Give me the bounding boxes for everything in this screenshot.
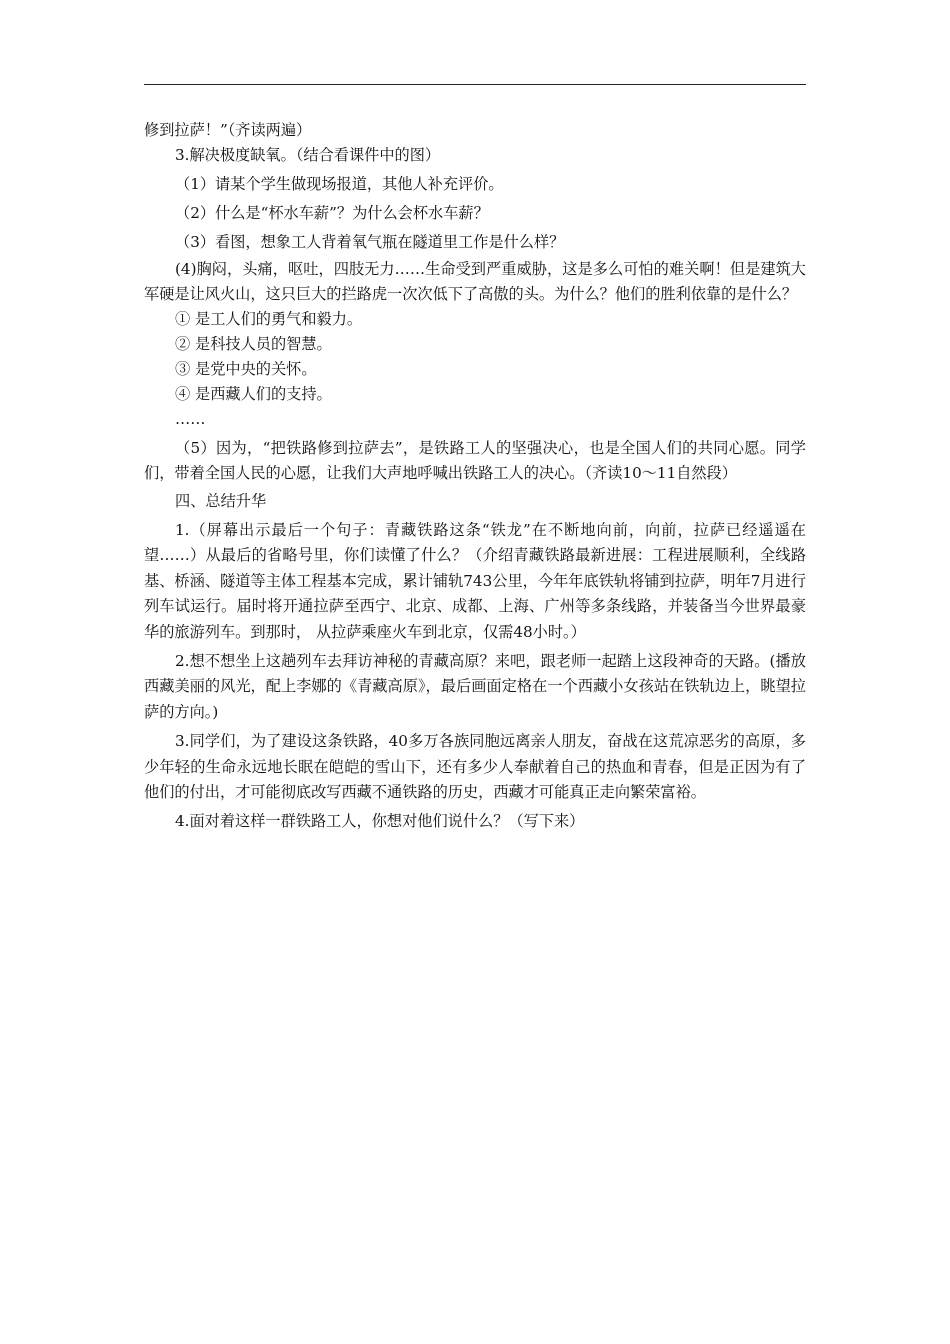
paragraph-step-3-heading: 3.解决极度缺氧。（结合看课件中的图） <box>175 146 441 164</box>
paragraph-summary-3: 3.同学们，为了建设这条铁路，40多万各族同胞远离亲人朋友，奋战在这荒凉恶劣的高原，多少年轻的生命永远地长眠在皑皑的雪山下，还有多少人奉献着自己的热血和青春，但是正因为有了他们的付出，才可能彻底改写西藏不通铁路的历史，西藏才可能真正走向繁荣富裕。 <box>144 732 806 802</box>
list-item-4: ④ 是西藏人们的支持。 <box>175 385 332 403</box>
list-item-2: ② 是科技人员的智慧。 <box>175 335 332 353</box>
list-ellipsis: …… <box>175 410 206 428</box>
paragraph-summary-4: 4.面对着这样一群铁路工人，你想对他们说什么？（写下来） <box>175 812 585 831</box>
paragraph-sub-1: （1）请某个学生做现场报道，其他人补充评价。 <box>175 175 504 193</box>
paragraph-continuation: 修到拉萨！”（齐读两遍） <box>144 121 312 139</box>
paragraph-sub-2: （2）什么是“杯水车薪”？为什么会杯水车薪？ <box>175 204 489 222</box>
paragraph-sub-4: (4)胸闷，头痛，呕吐，四肢无力……生命受到严重威胁，这是多么可怕的难关啊！但是建筑大军硬是让风火山，这只巨大的拦路虎一次次低下了高傲的头。为什么？他们的胜利依靠的是什么？ <box>144 260 806 303</box>
section-heading-4: 四、总结升华 <box>175 492 267 510</box>
document-body <box>144 118 806 834</box>
list-item-3: ③ 是党中央的关怀。 <box>175 360 317 378</box>
header-rule <box>144 84 806 85</box>
paragraph-summary-1: 1.（屏幕出示最后一个句子：青藏铁路这条“铁龙”在不断地向前，向前，拉萨已经遥遥在望……）从最后的省略号里，你们读懂了什么？（介绍青藏铁路最新进展：工程进展顺利，全线路基、桥涵、隧道等主体工程基本完成，累计铺轨743公里，今年年底铁轨将铺到拉萨，明年7月进行列车试运行。届时将开通拉萨至西宁、北京、成都、上海、广州等多条线路，并装备当今世界最豪华的旅游列车。到那时， 从拉萨乘座火车到北京，仅需48小时。） <box>144 521 806 641</box>
paragraph-sub-5: （5）因为，“把铁路修到拉萨去”，是铁路工人的坚强决心，也是全国人们的共同心愿。同学们，带着全国人民的心愿，让我们大声地呼喊出铁路工人的决心。（齐读10～11自然段） <box>144 439 806 482</box>
list-item-1: ① 是工人们的勇气和毅力。 <box>175 310 363 328</box>
paragraph-summary-2: 2.想不想坐上这趟列车去拜访神秘的青藏高原？来吧，跟老师一起踏上这段神奇的天路。(播放西藏美丽的风光，配上李娜的《青藏高原》，最后画面定格在一个西藏小女孩站在铁轨边上，眺望拉萨的方向。) <box>144 652 806 721</box>
paragraph-sub-3: （3）看图，想象工人背着氧气瓶在隧道里工作是什么样？ <box>175 233 565 251</box>
